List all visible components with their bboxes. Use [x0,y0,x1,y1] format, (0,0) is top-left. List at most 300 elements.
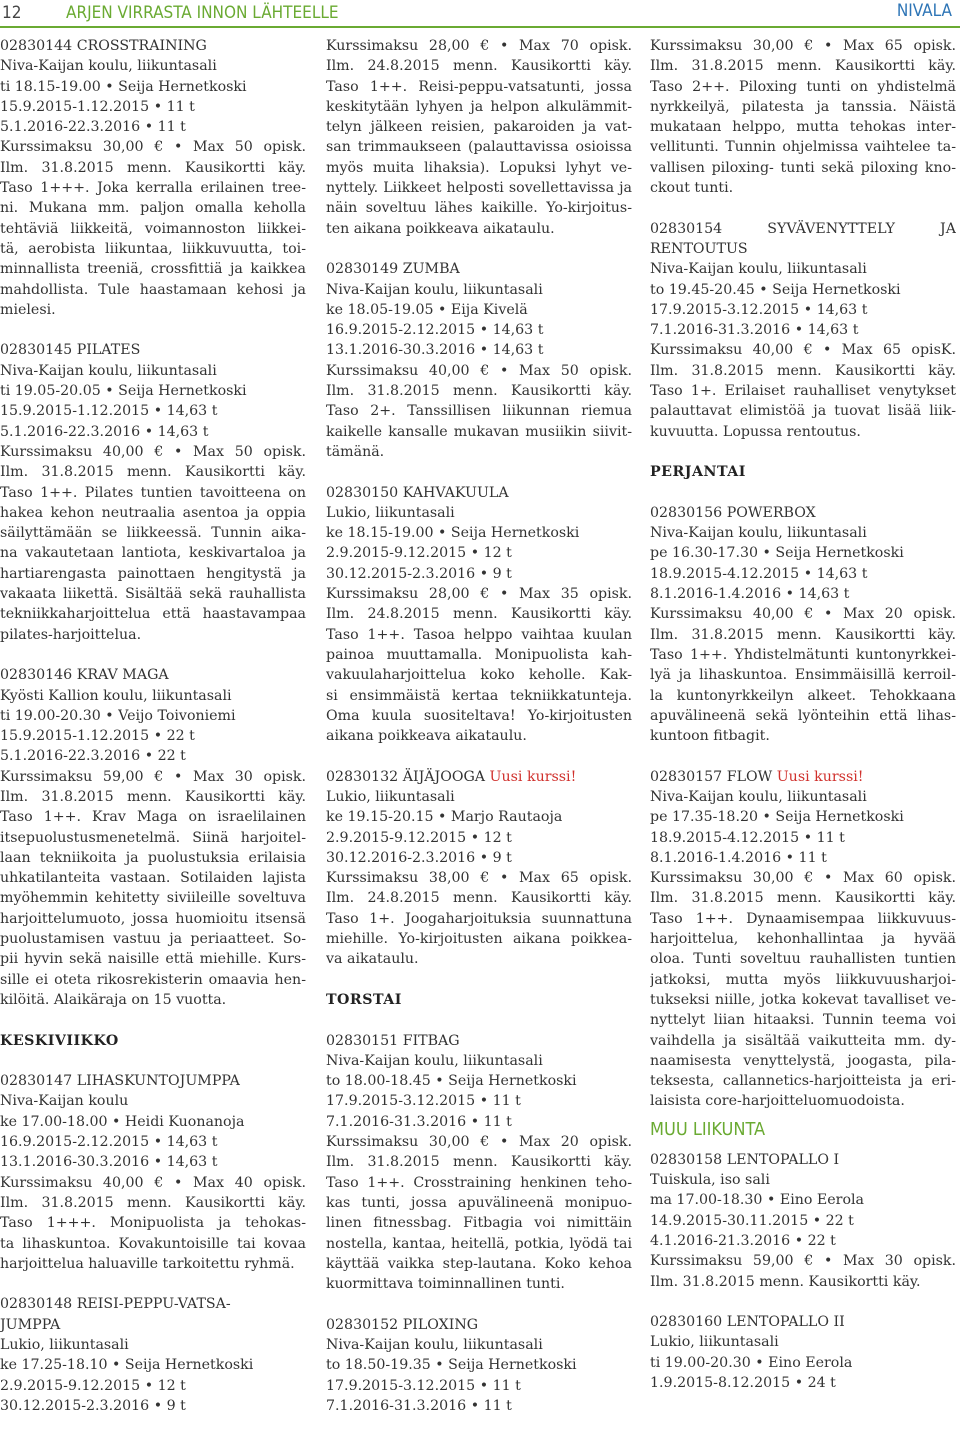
text-line [0,442,306,462]
text-line-content: pe 16.30-17.30 • Seija Hernetkoski [650,545,904,562]
text-line [326,1335,632,1355]
text-line-content: 16.9.2015-2.12.2015 • 14,63 t [0,1134,218,1151]
text-line-content: Taso 1++. Krav Maga on israelilainen [0,809,306,826]
text-line-content: 5.1.2016-22.3.2016 • 11 t [0,119,186,136]
text-line [326,625,632,645]
text-line [0,1234,306,1254]
text-line [0,543,306,563]
text-line [326,381,632,401]
text-line-content: Tuiskula, iso sali [650,1172,770,1189]
text-line [0,1213,306,1233]
text-line [326,117,632,137]
text-line [650,422,956,442]
text-line [0,56,306,76]
text-line-content: laisista core-harjoitteluomuodoista. [650,1093,905,1110]
text-line [326,1254,632,1274]
column-1 [0,36,306,1416]
text-line [650,137,956,157]
text-line [326,686,632,706]
text-line [650,280,956,300]
paragraph-spacer [650,746,956,766]
text-line-content: to 18.00-18.45 • Seija Hernetkoski [326,1073,577,1090]
text-line-content: si ensimmäistä kertaa tekniikkatunteja. [326,687,632,704]
text-line [0,604,306,624]
text-line-content: ti 19.00-20.30 • Veijo Toivoniemi [0,707,236,724]
text-line-content: 02830150 KAHVAKUULA [326,484,509,501]
text-line [326,422,632,442]
text-line [0,767,306,787]
text-line-content: mielesi. [0,301,56,318]
text-line-content: 30.12.2015-2.3.2016 • 9 t [0,1397,186,1414]
text-line-content: telyn jälkeen reisien, pakaroiden ja vat- [326,119,632,136]
text-line-content: jatkoksi, mutta myös liikkuvuusharjoi- [650,971,956,988]
text-line [326,706,632,726]
text-line [326,1193,632,1213]
paragraph-spacer [650,483,956,503]
weekday-heading: PERJANTAI [650,464,746,481]
text-line-content: 15.9.2015-1.12.2015 • 14,63 t [0,403,218,420]
text-line-content: 13.1.2016-30.3.2016 • 14,63 t [326,342,544,359]
text-line [650,1251,956,1271]
text-line-content: kuvuutta. Lopussa rentoutus. [650,423,861,440]
text-line [0,259,306,279]
text-line [650,584,956,604]
text-line [0,300,306,320]
text-line-content: naamisesta venyttelystä, joogasta, pila- [650,1052,956,1069]
text-line-content: Niva-Kaijan koulu, liikuntasali [0,58,217,75]
text-line-content: 02830148 REISI-PEPPU-VATSA- [0,1296,231,1313]
text-line [0,909,306,929]
text-line [0,1254,306,1274]
text-line [0,929,306,949]
text-line-content: 02830152 PILOXING [326,1316,479,1333]
text-line-content: harjoittelua haluaville tarkoitettu ryhmä. [0,1255,295,1272]
text-line-content: 14.9.2015-30.11.2015 • 22 t [650,1212,854,1229]
text-line-content: kuormittava toiminnallinen tunti. [326,1276,565,1293]
text-line-content: Ilm. 24.8.2015 menn. Kausikortti käy. [326,890,632,907]
text-line-content: laan tekniikoita ja puolustuksia erilaisia [0,849,306,866]
text-line [326,604,632,624]
text-line-content: kilöitä. Alaikäraja on 15 vuotta. [0,991,227,1008]
section-label: NIVALA [896,1,952,21]
text-line-content: minnallista treeniä, crossfittiä ja kaikkea [0,261,306,278]
text-line-content: vakaata liikettä. Sisältää sekä rauhallista [0,586,306,603]
text-line-content: Taso 1++. Yhdistelmätunti kuntonyrkkei- [650,646,956,663]
text-line [650,56,956,76]
header-rule [0,26,960,28]
text-line-content: 5.1.2016-22.3.2016 • 14,63 t [0,423,209,440]
text-line [326,77,632,97]
text-line [326,1234,632,1254]
text-line-content: teksesta, callannetics-harjoitteista ja eri- [650,1073,956,1090]
text-line [326,36,632,56]
text-line-content: nyttelyt liian hitaaksi. Tunnin teema voi [650,1012,956,1029]
text-line-content: to 18.50-19.35 • Seija Hernetkoski [326,1357,577,1374]
text-line-content: nostella, kantaa, heitellä, potkia, lyödä tai [326,1235,632,1252]
text-line-content: nyrkkeilyä, pilatesta ja tanssia. Näistä [650,98,956,115]
text-line-content: Ilm. 24.8.2015 menn. Kausikortti käy. [326,606,632,623]
text-line-content: Kurssimaksu 40,00 € • Max 50 opisk. [0,443,306,460]
text-line [0,401,306,421]
text-line [326,584,632,604]
text-line-content: Lukio, liikuntasali [326,788,455,805]
text-line-content: Taso 1++. Pilates tuntien tavoitteena on [0,484,306,501]
text-line-content: Niva-Kaijan koulu, liikuntasali [326,1052,543,1069]
text-line [0,848,306,868]
paragraph-spacer [0,645,306,665]
column-3 [650,36,956,1393]
text-line [0,1091,306,1111]
text-line-content: vallisen piloxing- tunti sekä piloxing kno- [650,159,956,176]
text-line-content: vaihdella ja sisältää vaikutteita mm. dy- [650,1032,956,1049]
text-line [326,807,632,827]
new-course-badge: Uusi kurssi! [776,768,864,785]
text-line [650,503,956,523]
text-line-content: Niva-Kaijan koulu [0,1093,129,1110]
text-line-content: ke 17.00-18.00 • Heidi Kuonanoja [0,1113,245,1130]
text-line [0,117,306,137]
text-line-content: Kurssimaksu 59,00 € • Max 30 opisk. [650,1253,956,1270]
text-line [650,564,956,584]
text-line-content: 17.9.2015-3.12.2015 • 14,63 t [650,301,868,318]
text-line [650,909,956,929]
text-line [326,1315,632,1335]
text-line [326,1071,632,1091]
text-line-content: 02830146 KRAV MAGA [0,667,169,684]
text-line-content: kuntoon fitbagit. [650,728,770,745]
paragraph-spacer [650,1292,956,1312]
paragraph-spacer [326,239,632,259]
text-line [0,36,306,56]
text-line-content: ta lihaskuntoa. Kovakuntoisille tai kovaa [0,1235,306,1252]
text-line-content: 02830149 ZUMBA [326,261,460,278]
text-line-content: mukataan helppo, mutta tehokas inter- [650,119,956,136]
text-line [650,929,956,949]
text-line-content: puolustamisen vastuu ja periaatteet. So- [0,931,306,948]
text-line [326,503,632,523]
text-line [326,56,632,76]
text-line [0,503,306,523]
text-line [326,401,632,421]
text-line-content: aikana poikkeava aikataulu. [326,728,527,745]
text-line [326,1173,632,1193]
text-line [326,868,632,888]
text-line-content: nyttely. Liikkeet helposti sovellettavissa ja [326,180,632,197]
text-line-content: Kurssimaksu 28,00 € • Max 70 opisk. [326,38,632,54]
text-line [0,868,306,888]
text-line-content: lyä ja lihaskuntoa. Ensimmäisillä kerroil- [650,667,956,684]
text-line-content: va aikataulu. [326,951,419,968]
text-line [326,909,632,929]
text-line-content: 18.9.2015-4.12.2015 • 11 t [650,829,845,846]
text-line-content: Kurssimaksu 59,00 € • Max 30 opisk. [0,768,306,785]
text-line-content: na vakautetaan lantiota, keskivartaloa ja [0,545,306,562]
text-line [650,888,956,908]
text-line [326,1051,632,1071]
text-line-content: 7.1.2016-31.3.2016 • 11 t [326,1397,512,1414]
text-line [0,137,306,157]
text-line-content: ti 18.15-19.00 • Seija Hernetkoski [0,78,247,95]
text-line-content: Kurssimaksu 38,00 € • Max 65 opisk. [326,870,632,887]
text-line-content: 02830157 FLOW [650,768,777,785]
text-line-content: oloa. Tunti soveltuu rauhallisten tuntien [650,951,956,968]
text-line [0,1355,306,1375]
text-line-content: 15.9.2015-1.12.2015 • 11 t [0,98,195,115]
text-line-content: Kurssimaksu 40,00 € • Max 50 opisk. [326,362,632,379]
text-line [0,1132,306,1152]
text-line-content: miehille. Yo-kirjoitusten aikana poikkea- [326,931,632,948]
text-line [650,178,956,198]
text-line [0,1376,306,1396]
text-line [0,280,306,300]
text-line [0,361,306,381]
text-line [0,706,306,726]
text-line-content: keskitytään lyhyen ja helpon alkulämmit- [326,98,632,115]
new-course-badge: Uusi kurssi! [489,768,577,785]
text-line [0,97,306,117]
text-line-content: 8.1.2016-1.4.2016 • 11 t [650,849,827,866]
text-line-content: 02830145 PILATES [0,342,141,359]
text-line-content: 13.1.2016-30.3.2016 • 14,63 t [0,1154,218,1171]
paragraph-spacer [650,198,956,218]
text-line-content: Taso 1++. Tasoa helppo vaihtaa kuulan [326,626,632,643]
text-line [650,117,956,137]
text-line-content: tä, aerobista liikuntaa, liikkuvuutta, toi- [0,240,306,257]
text-line-content: 2.9.2015-9.12.2015 • 12 t [0,1377,186,1394]
text-line [650,1190,956,1210]
text-line-content: Kurssimaksu 30,00 € • Max 20 opisk. [326,1134,632,1151]
text-line [650,1010,956,1030]
text-line-content: Kurssimaksu 30,00 € • Max 60 opisk. [650,870,956,887]
text-line-content: ckout tunti. [650,180,734,197]
text-line-content: ma 17.00-18.30 • Eino Eerola [650,1192,864,1209]
text-line [0,686,306,706]
text-line [650,1373,956,1393]
text-line [0,1396,306,1416]
text-line [0,1335,306,1355]
running-title: ARJEN VIRRASTA INNON LÄHTEELLE [66,3,339,23]
text-line-content: Ilm. 31.8.2015 menn. Kausikortti käy. [650,626,956,643]
text-line [650,1051,956,1071]
text-line-content: to 19.45-20.45 • Seija Hernetkoski [650,281,901,298]
text-line [0,807,306,827]
paragraph-spacer [0,1274,306,1294]
text-line-content: Ilm. 31.8.2015 menn. Kausikortti käy. [0,788,306,805]
text-line [326,1112,632,1132]
text-line-content: ke 18.05-19.05 • Eija Kivelä [326,301,528,318]
text-line-content: itsepuolustusmenetelmä. Siinä harjoitel- [0,829,306,846]
text-line-content: Ilm. 31.8.2015 menn. Kausikortti käy. [650,362,956,379]
text-line-content: tukseksi niille, jotka kokevat tavalliset ve- [650,991,956,1008]
text-line [0,584,306,604]
text-line-content: uhkatilanteita vastaan. Sotilaiden lajista [0,870,306,887]
text-line-content: Niva-Kaijan koulu, liikuntasali [650,788,867,805]
text-line-content: Ilm. 31.8.2015 menn. Kausikortti käy. [0,159,306,176]
text-line-content: Kurssimaksu 40,00 € • Max 20 opisk. [650,606,956,623]
text-line [650,1150,956,1170]
text-line-content: Niva-Kaijan koulu, liikuntasali [326,281,543,298]
text-line-content: 02830132 ÄIJÄJOOGA [326,768,490,785]
text-line-content: 8.1.2016-1.4.2016 • 14,63 t [650,586,850,603]
text-line [0,1193,306,1213]
text-line [650,970,956,990]
text-line [326,767,632,787]
paragraph-spacer [0,320,306,340]
text-line [650,1332,956,1352]
text-line-content: 02830154 SYVÄVENYTTELY JA [650,220,956,237]
text-line-content: 02830147 LIHASKUNTOJUMPPA [0,1073,240,1090]
text-line [326,340,632,360]
text-line [0,888,306,908]
text-line [0,523,306,543]
text-line-content: Lukio, liikuntasali [326,504,455,521]
text-line-content: pii hyvin sekä naisille että miehille. Kurs- [0,951,306,968]
section-heading: MUU LIIKUNTA [650,1118,766,1140]
text-line [326,645,632,665]
text-line [0,787,306,807]
text-line [650,158,956,178]
text-line-content: harjoittelua, kehonhallintaa ja hyvää [650,931,956,948]
text-line-content: san trimmaukseen (palauttavissa osioissa [326,139,632,156]
text-line [650,77,956,97]
text-line [650,1170,956,1190]
text-line-content: palauttavat elimistöä ja tuovat lisää liik- [650,403,956,420]
text-line-content: Taso 1+. Joogaharjoituksia suunnattuna [326,910,632,927]
text-line-content: 30.12.2015-2.3.2016 • 9 t [326,565,512,582]
text-line-content: 2.9.2015-9.12.2015 • 12 t [326,545,512,562]
text-line [0,1152,306,1172]
text-line-content: 02830158 LENTOPALLO I [650,1151,840,1168]
text-line-content: Kurssimaksu 40,00 € • Max 40 opisk. [0,1174,306,1191]
text-line [0,1294,306,1314]
text-line [0,970,306,990]
text-line [326,300,632,320]
text-line [0,726,306,746]
text-line [0,1173,306,1193]
text-line [0,1315,306,1335]
text-line-content: tehtäviä liikkeitä, voimannoston liikkei- [0,220,306,237]
text-line-content: 1.9.2015-8.12.2015 • 24 t [650,1375,836,1391]
text-line [326,1376,632,1396]
text-line [326,1355,632,1375]
text-line [650,807,956,827]
text-line-content: säilyttämään se liikkeessä. Tunnin aika- [0,525,306,542]
text-line-content: tämänä. [326,443,385,460]
text-line-content: harjoittelumuoto, jossa huomioitu itsensä [0,910,306,927]
text-line-content: 17.9.2015-3.12.2015 • 11 t [326,1093,521,1110]
text-line-content: Taso 1+++. Joka kerralla erilainen tree- [0,180,306,197]
page-header [0,0,960,26]
weekday-heading: TORSTAI [326,991,402,1008]
text-line [650,625,956,645]
text-line-content: ti 19.05-20.05 • Seija Hernetkoski [0,383,247,400]
text-line [326,848,632,868]
text-line [650,401,956,421]
text-line [650,1091,956,1111]
text-line-content: Niva-Kaijan koulu, liikuntasali [326,1337,543,1353]
text-line [0,178,306,198]
text-line-content: Ilm. 31.8.2015 menn. Kausikortti käy. [650,890,956,907]
text-line-content: linen fitnessbag. Fitbagia voi nimittäin [326,1215,632,1232]
text-line-content: 15.9.2015-1.12.2015 • 22 t [0,728,195,745]
text-line [650,828,956,848]
text-line [650,645,956,665]
text-line-content: Ilm. 31.8.2015 menn. Kausikortti käy. [0,464,306,481]
text-line [650,990,956,1010]
paragraph-spacer [326,746,632,766]
text-line [326,929,632,949]
text-line [0,340,306,360]
text-line [326,361,632,381]
paragraph-spacer [326,1010,632,1030]
text-line-content: Kurssimaksu 30,00 € • Max 50 opisk. [0,139,306,156]
text-line-content: 17.9.2015-3.12.2015 • 11 t [326,1377,521,1394]
text-line-content: mahdollista. Tule haastamaan kehosi ja [0,281,306,298]
text-line [650,320,956,340]
text-line [326,1274,632,1294]
text-line-content: Ilm. 31.8.2015 menn. Kausikortti käy. [326,1154,632,1171]
text-line [650,767,956,787]
text-line-content: 7.1.2016-31.3.2016 • 14,63 t [650,322,859,339]
text-line [650,604,956,624]
text-line-content: Ilm. 31.8.2015 menn. Kausikortti käy. [326,383,632,400]
text-line-content: 16.9.2015-2.12.2015 • 14,63 t [326,322,544,339]
text-line [650,868,956,888]
text-line [0,1112,306,1132]
text-line [650,300,956,320]
text-line-content: vakuulaharjoittelua koko keholle. Kak- [326,667,632,684]
text-line [326,726,632,746]
text-line-content: myöhemmin kehitetty siviileille soveltuva [0,890,306,907]
text-line [326,158,632,178]
text-line [0,422,306,442]
text-line [326,1091,632,1111]
text-line [326,1396,632,1416]
text-line [0,483,306,503]
text-line [326,442,632,462]
text-line-content: Taso 1+++. Monipuolista ja tehokas- [0,1215,306,1232]
text-line-content: Ilm. 24.8.2015 menn. Kausikortti käy. [326,58,632,75]
text-line-content: Taso 1++. Dynaamisempaa liikkuvuus- [650,910,956,927]
text-line [650,949,956,969]
text-line [650,361,956,381]
text-line [0,158,306,178]
text-line [650,706,956,726]
text-line-content: Kurssimaksu 28,00 € • Max 35 opisk. [326,586,632,603]
paragraph-spacer [0,1051,306,1071]
text-line [650,239,956,259]
text-line-content: Niva-Kaijan koulu, liikuntasali [650,261,867,278]
text-line-content: Lukio, liikuntasali [650,1334,779,1351]
text-line [0,462,306,482]
paragraph-spacer [650,442,956,462]
text-line [326,949,632,969]
paragraph-spacer [326,1294,632,1314]
text-line-content: hakea kehon neutraalia asentoa ja oppia [0,504,306,521]
text-line [0,746,306,766]
text-line-content: vellitunti. Tunnin ohjelmissa vaihtelee ta- [650,139,956,156]
text-line [650,543,956,563]
text-line-content: ke 18.15-19.00 • Seija Hernetkoski [326,525,580,542]
text-line-content: 2.9.2015-9.12.2015 • 12 t [326,829,512,846]
text-line-content: Lukio, liikuntasali [0,1337,129,1353]
text-line-content: Niva-Kaijan koulu, liikuntasali [0,362,217,379]
text-line [650,726,956,746]
text-line-content: ti 19.00-20.30 • Eino Eerola [650,1354,853,1371]
weekday-heading: KESKIVIIKKO [0,1032,119,1049]
text-line [326,483,632,503]
text-line-content: pe 17.35-18.20 • Seija Hernetkoski [650,809,904,826]
